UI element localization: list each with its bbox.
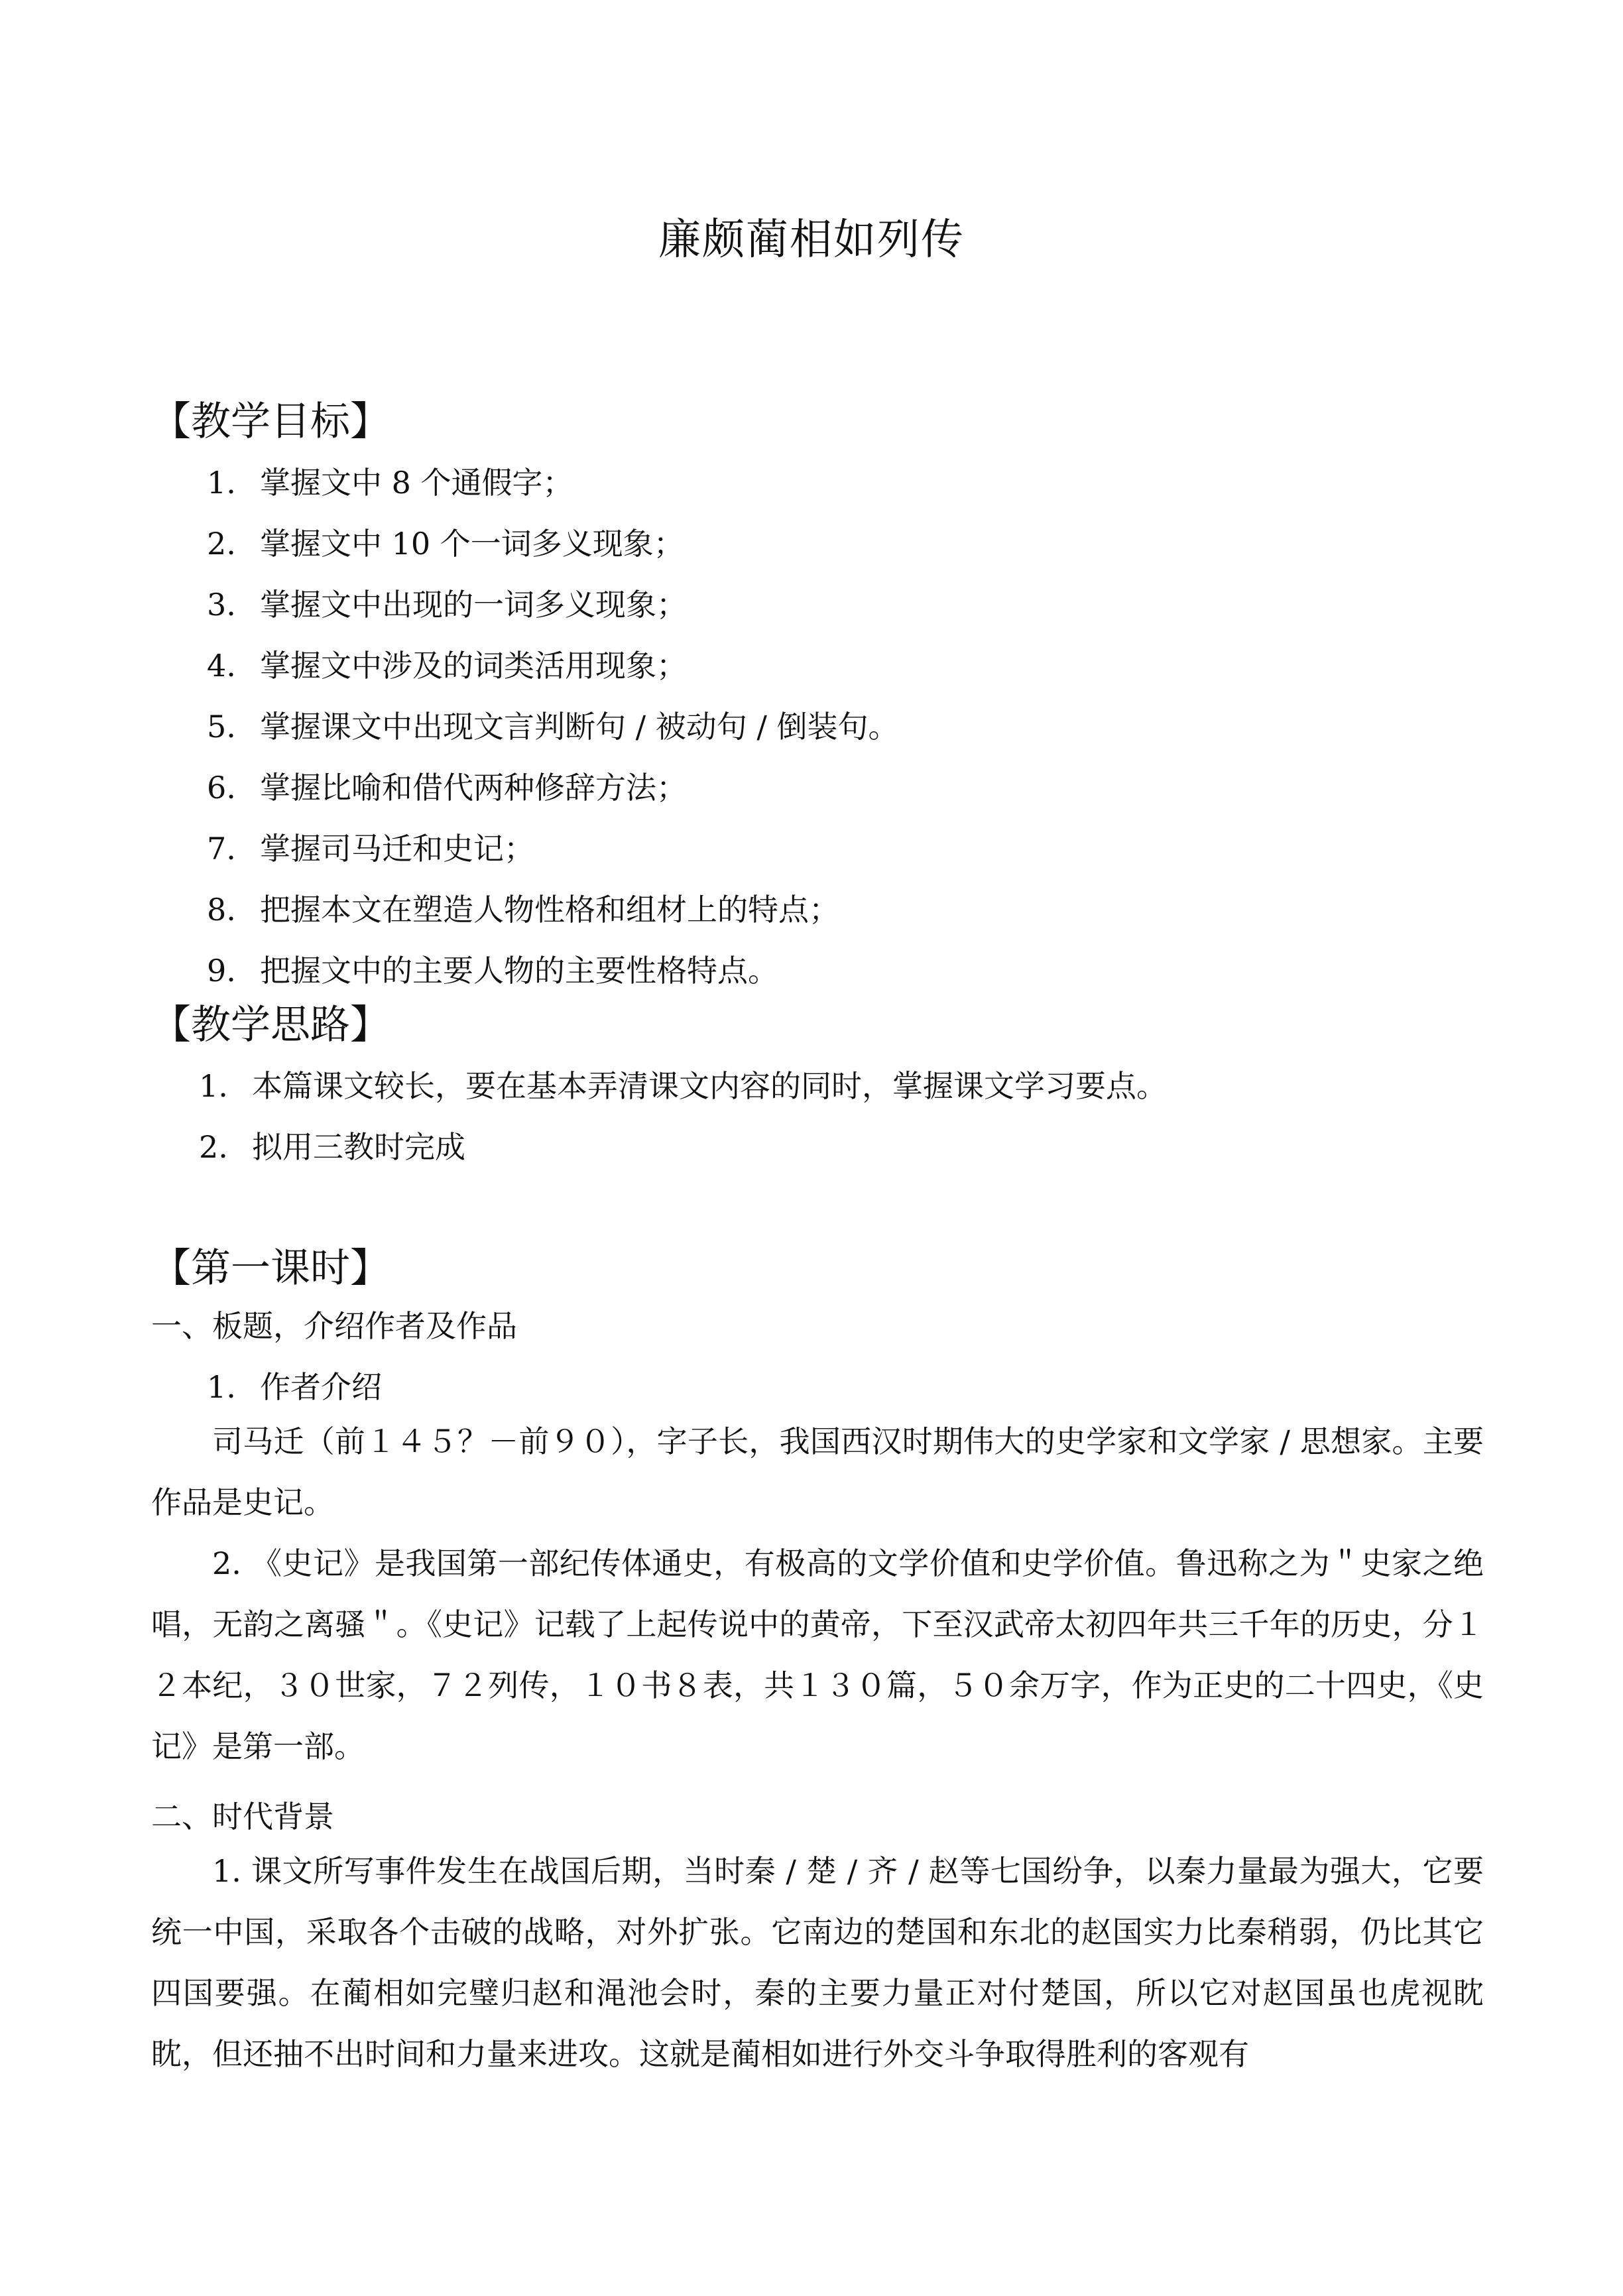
item-number: 3. xyxy=(207,587,236,623)
section-heading: 一、板题，介绍作者及作品 xyxy=(151,1308,517,1344)
objective-item xyxy=(207,886,839,930)
paragraph-background: 1. 课文所写事件发生在战国后期，当时秦 / 楚 / 齐 / 赵等七国纷争，以秦力量最为强大，它要统一中国，采取各个击破的战略，对外扩张。它南边的楚国和东北的赵国实力比秦稍弱，仍比其它四国要强。在蔺相如完璧归赵和渑池会时，秦的主要力量正对付楚国，所以它对赵国虽也虎视眈眈，但还抽不出时间和力量来进攻。这就是蔺相如进行外交斗争取得胜利的客观有 xyxy=(151,1853,1484,2072)
item-text: 掌握课文中出现文言判断句 / 被动句 / 倒装句。 xyxy=(260,709,899,745)
item-text: 掌握文中出现的一词多义现象； xyxy=(260,587,687,623)
lesson1-heading: 【第一课时】 xyxy=(151,1245,390,1292)
objective-item xyxy=(207,642,687,686)
item-number: 2. xyxy=(207,526,236,562)
item-number: 1. xyxy=(207,465,236,501)
item-number: 2. xyxy=(199,1129,228,1165)
paragraph-shiji: 2. 《史记》是我国第一部纪传体通史，有极高的文学价值和史学价值。鲁迅称之为＂史家之绝唱，无韵之离骚＂。《史记》记载了上起传说中的黄帝，下至汉武帝太初四年共三千年的历史，分１２本纪，３０世家，７２列传，１０书８表，共１３０篇，５０余万字，作为正史的二十四史，《史记》是第一部。 xyxy=(151,1545,1484,1764)
objective-item xyxy=(207,459,573,503)
objective-item xyxy=(207,703,898,747)
item-text: 本篇课文较长，要在基本弄清课文内容的同时，掌握课文学习要点。 xyxy=(252,1068,1167,1104)
objective-item xyxy=(207,825,534,869)
objective-item xyxy=(207,947,778,991)
objective-item xyxy=(207,581,687,625)
paragraph-author: 司马迁（前１４５？－前９０），字子长，我国西汉时期伟大的史学家和文学家 / 思想家。主要作品是史记。 xyxy=(151,1423,1484,1520)
item-text: 把握文中的主要人物的主要性格特点。 xyxy=(260,953,778,989)
item-text: 作者介绍 xyxy=(260,1369,382,1405)
objective-item xyxy=(207,764,687,808)
item-number: 4. xyxy=(207,648,236,684)
item-text: 掌握比喻和借代两种修辞方法； xyxy=(260,770,687,806)
item-text: 掌握文中涉及的词类活用现象； xyxy=(260,648,687,684)
item-text: 掌握司马迁和史记； xyxy=(260,831,534,867)
page-title: 廉颇蔺相如列传 xyxy=(658,215,965,265)
objective-item xyxy=(207,520,684,564)
item-number: 7. xyxy=(207,831,236,867)
item-number: 6. xyxy=(207,770,236,806)
item-text: 掌握文中 8 个通假字； xyxy=(260,465,573,501)
item-number: 1. xyxy=(199,1068,228,1104)
section-heading: 二、时代背景 xyxy=(151,1799,334,1835)
approach-item xyxy=(199,1062,1167,1106)
item-text: 拟用三教时完成 xyxy=(252,1129,465,1165)
item-number: 1. xyxy=(207,1369,236,1405)
item-text: 掌握文中 10 个一词多义现象； xyxy=(260,526,684,562)
item-number: 9. xyxy=(207,953,236,989)
approach-item xyxy=(199,1123,465,1167)
objectives-heading: 【教学目标】 xyxy=(151,398,390,445)
item-number: 5. xyxy=(207,709,236,745)
item-number: 8. xyxy=(207,892,236,928)
approach-heading: 【教学思路】 xyxy=(151,1002,390,1048)
subitem xyxy=(207,1363,382,1407)
item-text: 把握本文在塑造人物性格和组材上的特点； xyxy=(260,892,839,928)
